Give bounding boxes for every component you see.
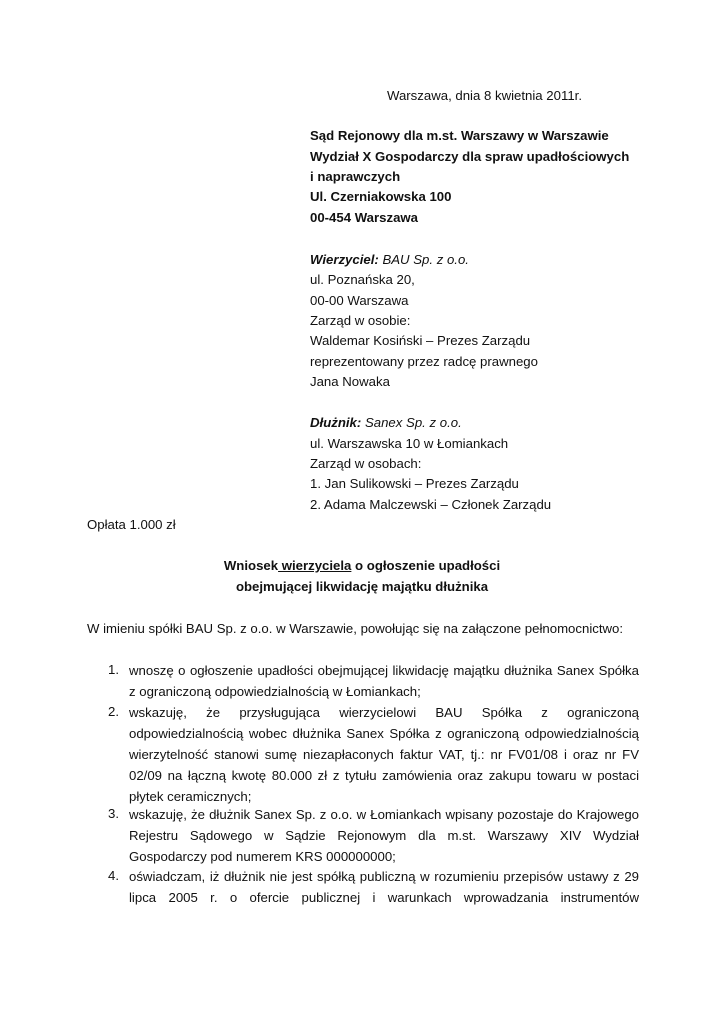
creditor-represented: reprezentowany przez radcę prawnego	[310, 354, 538, 369]
debtor-member-1: 1. Jan Sulikowski – Prezes Zarządu	[310, 476, 519, 491]
court-line-4: Ul. Czerniakowska 100	[310, 189, 452, 204]
item-2-line-2: odpowiedzialnością wobec dłużnika Sanex Spółka z ograniczoną odpowiedzialnością	[129, 726, 639, 741]
debtor-label: Dłużnik:	[310, 415, 362, 430]
debtor-heading	[310, 413, 462, 433]
item-2-line-3: wierzytelność stanowi sumę niezapłaconych faktur VAT, tj.: nr FV01/08 i oraz nr FV	[129, 747, 639, 762]
item-1-line-1: wnoszę o ogłoszenie upadłości obejmującej likwidację majątku dłużnika Sanex Spółka	[129, 663, 639, 678]
item-2-line-1: wskazuję, że przysługująca wierzycielowi BAU Spółka z ograniczoną	[129, 705, 639, 720]
item-3-line-2: Rejestru Sądowego w Sądzie Rejonowym dla m.st. Warszawy XIV Wydział	[129, 828, 639, 843]
creditor-attorney: Jana Nowaka	[310, 374, 390, 389]
item-3-line-1: wskazuję, że dłużnik Sanex Sp. z o.o. w Łomiankach wpisany pozostaje do Krajowego	[129, 807, 639, 822]
court-line-5: 00-454 Warszawa	[310, 210, 419, 225]
creditor-heading	[310, 250, 469, 270]
item-number-4: 4.	[108, 868, 119, 883]
item-3-line-3: Gospodarczy pod numerem KRS 000000000;	[129, 849, 396, 864]
court-line-2: Wydział X Gospodarczy dla spraw upadłościowych	[310, 149, 630, 164]
debtor-name: Sanex Sp. z o.o.	[364, 415, 462, 430]
title-part-3: o ogłoszenie upadłości	[351, 558, 501, 573]
item-1-line-2: z ograniczoną odpowiedzialnością w Łomiankach;	[129, 684, 421, 699]
item-4-line-2: lipca 2005 r. o ofercie publicznej i warunkach wprowadzania instrumentów	[129, 890, 639, 905]
creditor-address-1: ul. Poznańska 20,	[310, 272, 415, 287]
creditor-address-2: 00-00 Warszawa	[310, 293, 409, 308]
document-title-line-1	[0, 556, 724, 576]
item-number-3: 3.	[108, 806, 119, 821]
item-4-line-1: oświadczam, iż dłużnik nie jest spółką publiczną w rozumieniu przepisów ustawy z 29	[129, 869, 639, 884]
creditor-board-label: Zarząd w osobie:	[310, 313, 411, 328]
date-line: Warszawa, dnia 8 kwietnia 2011r.	[387, 88, 582, 103]
court-line-1: Sąd Rejonowy dla m.st. Warszawy w Warszawie	[310, 128, 609, 143]
list-item-4	[129, 866, 639, 908]
debtor-board-label: Zarząd w osobach:	[310, 456, 422, 471]
debtor-member-2: 2. Adama Malczewski – Członek Zarządu	[310, 497, 552, 512]
item-2-line-5: płytek ceramicznych;	[129, 789, 252, 804]
item-number-1: 1.	[108, 662, 119, 677]
creditor-board-member: Waldemar Kosiński – Prezes Zarządu	[310, 333, 531, 348]
title-part-1: Wniosek	[223, 558, 279, 573]
court-line-3: i naprawczych	[310, 169, 401, 184]
debtor-address: ul. Warszawska 10 w Łomiankach	[310, 436, 509, 451]
fee-line: Opłata 1.000 zł	[87, 517, 176, 532]
document-title-line-2: obejmującej likwidację majątku dłużnika	[235, 579, 489, 594]
list-item-1	[129, 660, 639, 702]
item-2-line-4: 02/09 na łączną kwotę 80.000 zł z tytułu zamówienia oraz zakupu towaru w postaci	[129, 768, 639, 783]
intro-paragraph: W imieniu spółki BAU Sp. z o.o. w Warszawie, powołując się na załączone pełnomocnictwo:	[87, 621, 624, 636]
list-item-3	[129, 804, 639, 867]
list-item-2	[129, 702, 639, 807]
creditor-name: BAU Sp. z o.o.	[382, 252, 469, 267]
creditor-label: Wierzyciel:	[310, 252, 379, 267]
item-number-2: 2.	[108, 704, 119, 719]
title-part-2: wierzyciela	[278, 558, 352, 573]
